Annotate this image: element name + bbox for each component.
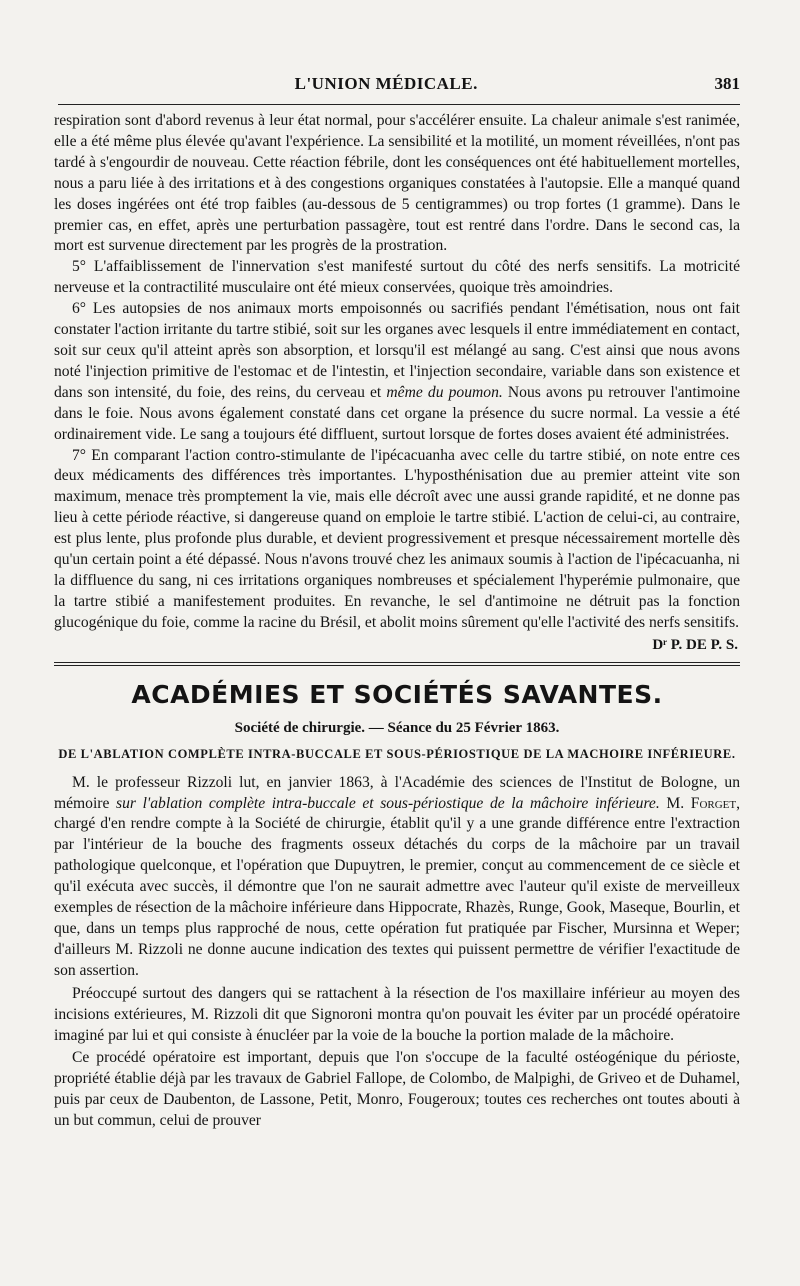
paragraph-point-6-part-a: 6° Les autopsies de nos animaux morts empoisonnés ou sacrifiés pendant l'émétisation, nous ont fait constater l'action irritante du tartre stibié, soit sur les organes avec lesquels il entre immédiatement en contact, soit sur ceux qu'il atteint après son absorption, et lorsqu'il est mélangé au sang. C'est ainsi que nous avons noté l'injection primitive de l'estomac et de l'intestin, et l'injection secondaire, variable dans son existence et dans son intensité, du foie, des reins, du cerveau et [54, 300, 740, 401]
paragraph-point-5: 5° L'affaiblissement de l'innervation s'est manifesté surtout du côté des nerfs sensitifs. La motricité nerveuse et la contractilité musculaire ont été mieux conservées, quoique très amoindries. [54, 258, 740, 297]
article-paragraph-1-part-b: chargé d'en rendre compte à la Société de chirurgie, établit qu'il y a une grande différence entre l'extraction par l'intérieur de la bouche des fragments osseux détachés du corps de la mâchoire par un travail pathologique quelconque, et l'opération que Dupuytren, le premier, conçut au commencement de ce siècle et qu'il exécuta avec succès, il démontre que l'on ne saurait admettre avec l'auteur qu'il existe de merveilleux exemples de résection de la mâchoire inférieure dans Hippocrate, Rhazès, Runge, Gook, Maseque, Bourlin, et que, dans un temps plus rapproché de nous, cette opération fut pratiquée par Fischer, Mursinna et Weper; d'ailleurs M. Rizzoli ne donne aucune indication des textes qui puissent permettre de vérifier l'exactitude de son assertion. [54, 815, 740, 979]
page-number: 381 [714, 74, 740, 93]
paragraph-point-6-part-b: Nous avons pu retrouver l'antimoine dans le foie. Nous avons également constaté dans cet organe la présence du sucre normal. La vessie a été ordinairement vide. Le sang a toujours été diffluent, surtout lorsque de fortes doses avaient été administrées. [54, 383, 740, 443]
article-body [54, 773, 740, 1132]
article-paragraph-1-part-a: M. le professeur Rizzoli lut, en janvier 1863, à l'Académie des sciences de l'Institut de Bologne, un mémoire [54, 773, 740, 812]
article-paragraph-3: Ce procédé opératoire est important, depuis que l'on s'occupe de la faculté ostéogénique du périoste, propriété établie déjà par les travaux de Gabriel Fallope, de Colombo, de Malpighi, de Griveo et de Duhamel, puis par ceux de Daubenton, de Lassone, Petit, Monro, Fougeroux; toutes ces recherches ont toutes abouti à un but commun, celui de prouver [54, 1049, 740, 1130]
running-header [58, 74, 740, 105]
paragraph-reaction: respiration sont d'abord revenus à leur état normal, pour s'accélérer ensuite. La chaleur animale s'est ranimée, elle a été même plus élevée qu'avant l'expérience. La sensibilité et la motilité, un moment réveillées, n'ont pas tardé à s'engourdir de nouveau. Cette réaction fébrile, dont les conséquences ont été habituellement mortelles, nous a paru liée à des irritations et à des congestions organiques constatées à l'autopsie. Elle a manqué quand les doses ingérées ont été trop faibles (au-dessous de 5 centigrammes) ou trop fortes (1 gramme). Dans le premier cas, en effet, après une perturbation passagère, tout est rentré dans l'ordre. Dans le second cas, la mort est survenue directement par les progrès de la prostration. [54, 112, 740, 255]
rapporteur-name: M. Forget, [666, 794, 741, 812]
paragraph-point-6-emphasis: même du poumon. [386, 383, 503, 401]
article-title: DE L'ABLATION COMPLÈTE INTRA-BUCCALE ET SOUS-PÉRIOSTIQUE DE LA MACHOIRE INFÉRIEURE. [58, 746, 736, 761]
article-paragraph-2: Préoccupé surtout des dangers qui se rattachent à la résection de l'os maxillaire inférieur au moyen des incisions extérieures, M. Rizzoli dit que Signoroni montra qu'on pouvait les éviter par un procédé opératoire imaginé par lui et qui consiste à énucléer par la voie de la bouche la portion malade de la mâchoire. [54, 984, 740, 1044]
running-title: L'UNION MÉDICALE. [294, 74, 478, 93]
paragraph-point-7: 7° En comparant l'action contro-stimulante de l'ipécacuanha avec celle du tartre stibié, on note entre ces deux médicaments des différences très importantes. L'hyposthénisation due au premier atteint vite son maximum, menace très promptement la vie, mais elle décroît avec une aussi grande rapidité, et ne donne pas lieu à cette période réactive, si dangereuse quand on emploie le tartre stibié. L'action de celui-ci, au contraire, est plus lente, plus profonde plus durable, et devient progressivement et presque nécessairement mortelle dès qu'un certain point a été dépassé. Nous n'avons trouvé chez les animaux soumis à l'action de l'ipécacuanha, ni la diffluence du sang, ni ces irritations organiques nombreuses et spécialement l'hyperémie pulmonaire, que la tartre stibié a manifestement produites. En revanche, le sel d'antimoine ne détruit pas la fonction glucogénique du foie, comme la racine du Brésil, et abolit moins sûrement qu'elle l'activité des nerfs sensitifs. [54, 446, 740, 631]
section-title: ACADÉMIES ET SOCIÉTÉS SAVANTES. [131, 679, 663, 709]
session-heading: Société de chirurgie. — Séance du 25 Février 1863. [234, 719, 560, 736]
memoir-title: sur l'ablation complète intra-buccale et sous-périostique de la mâchoire inférieure. [116, 794, 660, 812]
paragraph-point-6 [54, 299, 740, 445]
article-paragraph-1 [54, 773, 740, 982]
author-signature: Dʳ P. DE P. S. [652, 636, 738, 653]
section-divider [54, 662, 740, 666]
continuation-text [54, 111, 740, 634]
